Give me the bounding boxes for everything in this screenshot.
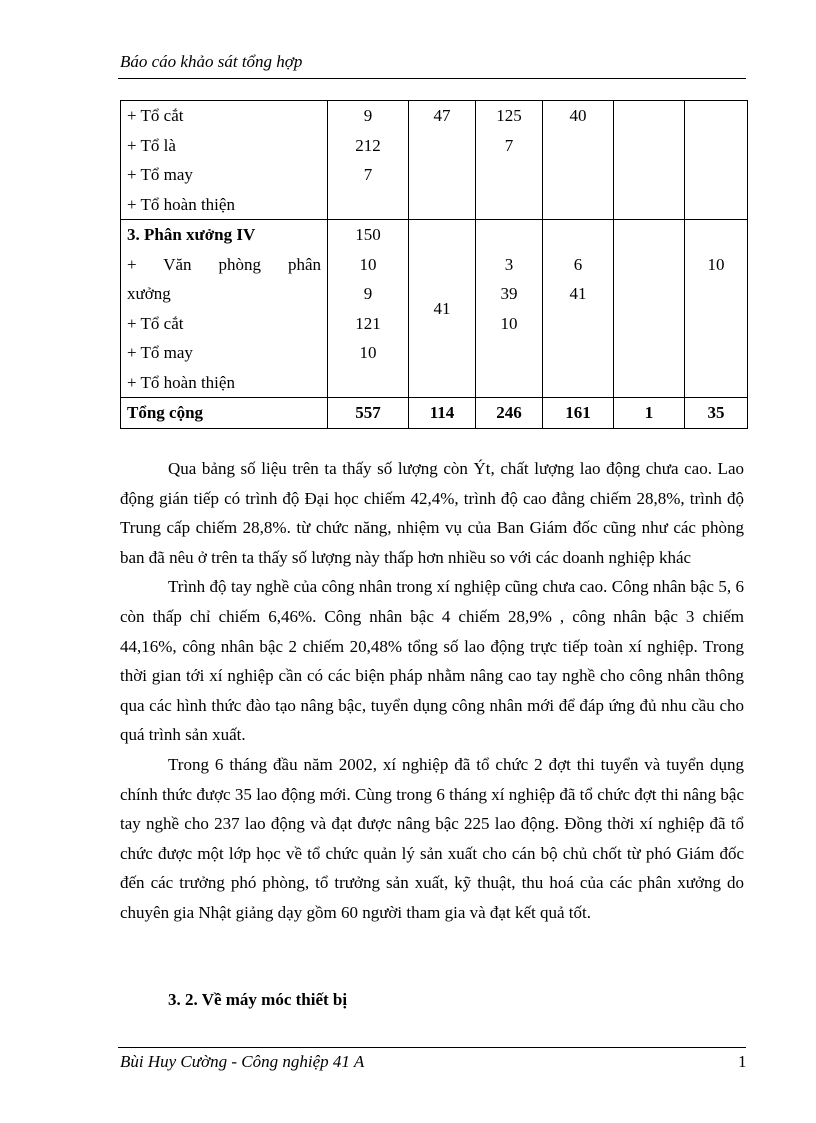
cell-value: 40 <box>569 106 587 125</box>
row-labels-cell <box>121 220 328 398</box>
total-value: 161 <box>543 398 614 429</box>
cell-value: 10 <box>359 254 377 274</box>
page-header: Báo cáo khảo sát tổng hợp <box>120 52 303 71</box>
col6-cell <box>685 101 748 220</box>
cell-value: 41 <box>569 284 587 303</box>
col6-cell <box>685 220 748 398</box>
table-row <box>121 220 748 398</box>
cell-value: 7 <box>504 135 514 155</box>
row-label: + Tổ may <box>127 165 193 184</box>
paragraph: Trình độ tay nghề của công nhân trong xí nghiệp cũng chưa cao. Công nhân bậc 5, 6 còn thấp chỉ chiếm 6,46%. Công nhân bậc 4 chiếm 28,9% , công nhân bậc 3 chiếm 44,16%, công nhân bậc 2 chiếm 20,48% tổng số lao động trực tiếp toàn xí nghiệp. Trong thời gian tới xí nghiệp cần có các biện pháp nhằm nâng cao tay nghề cho công nhân thông qua các hình thức đào tạo nâng bậc, tuyển dụng công nhân mới để đáp ứng đủ nhu cầu cho quá trình sản xuất. <box>120 577 744 745</box>
cell-value: 150 <box>355 225 381 244</box>
col2-cell <box>409 220 476 398</box>
cell-value: 6 <box>573 254 583 274</box>
row-label: + Tổ hoàn thiện <box>127 194 235 214</box>
cell-value: 121 <box>355 313 381 333</box>
row-label: + Tổ may <box>127 343 193 362</box>
col1-cell <box>328 220 409 398</box>
total-value: 557 <box>328 398 409 429</box>
total-value: 114 <box>409 398 476 429</box>
total-label: Tổng cộng <box>121 398 328 429</box>
cell-value: 47 <box>433 106 451 125</box>
section-label: 3. Phân xưởng IV <box>127 225 256 244</box>
body-text <box>120 454 744 928</box>
cell-value: 41 <box>433 298 451 318</box>
cell-value: 7 <box>363 165 373 184</box>
col4-cell <box>543 101 614 220</box>
page-footer: Bùi Huy Cường - Công nghiệp 41 A <box>120 1052 365 1071</box>
paragraph: Qua bảng số liệu trên ta thấy số lượng còn Ýt, chất lượng lao động chưa cao. Lao động gián tiếp có trình độ Đại học chiếm 42,4%, trình độ cao đẳng chiếm 28,8%, trình độ Trung cấp chiếm 28,8%. từ chức năng, nhiệm vụ của Ban Giám đốc cũng như các phòng ban đã nêu ở trên ta thấy số lượng này thấp hơn nhiều so với các doanh nghiệp khác <box>120 459 744 567</box>
row-label: xưởng <box>127 284 171 303</box>
total-row <box>121 398 748 429</box>
col3-cell <box>476 220 543 398</box>
paragraph: Trong 6 tháng đầu năm 2002, xí nghiệp đã tổ chức 2 đợt thi tuyển và tuyển dụng chính thức được 35 lao động mới. Cùng trong 6 tháng xí nghiệp đã tổ chức đợt thi nâng bậc tay nghề cho 237 lao động và đạt được nâng bậc 225 lao động. Đồng thời xí nghiệp đã tổ chức được một lớp học về tổ chức quản lý sản xuất cho cán bộ chủ chốt từ phó Giám đốc đến các trưởng phó phòng, tổ trưởng sản xuất, kỹ thuật, thu hoá của các phân xưởng do chuyên gia Nhật giảng dạy gồm 60 người tham gia và đạt kết quả tốt. <box>120 754 744 922</box>
page-number: 1 <box>738 1052 747 1071</box>
cell-value: 10 <box>359 343 377 362</box>
table-row <box>121 101 748 220</box>
row-label: + Tổ cắt <box>127 313 184 333</box>
header-divider <box>118 78 746 79</box>
cell-value: 9 <box>363 106 373 125</box>
labor-table <box>120 100 748 429</box>
cell-value: 39 <box>500 284 518 303</box>
col1-cell <box>328 101 409 220</box>
col4-cell <box>543 220 614 398</box>
cell-value: 10 <box>707 254 725 274</box>
cell-value: 10 <box>500 313 518 333</box>
row-label: + Tổ cắt <box>127 106 184 125</box>
total-value: 246 <box>476 398 543 429</box>
col2-cell <box>409 101 476 220</box>
section-heading: 3. 2. Về máy móc thiết bị <box>168 990 348 1009</box>
cell-value: 9 <box>363 284 373 303</box>
cell-value: 3 <box>504 254 514 274</box>
total-value: 35 <box>685 398 748 429</box>
col5-cell <box>614 101 685 220</box>
cell-value: 125 <box>496 106 522 125</box>
total-value: 1 <box>614 398 685 429</box>
cell-value: 212 <box>355 135 381 155</box>
row-labels-cell <box>121 101 328 220</box>
row-label: + Tổ là <box>127 135 176 155</box>
footer-divider <box>118 1047 746 1048</box>
row-label: + Tổ hoàn thiện <box>127 372 235 392</box>
cell-value <box>614 220 684 250</box>
row-label: + Văn phòng phân <box>127 254 321 274</box>
col5-cell <box>614 220 685 398</box>
col3-cell <box>476 101 543 220</box>
